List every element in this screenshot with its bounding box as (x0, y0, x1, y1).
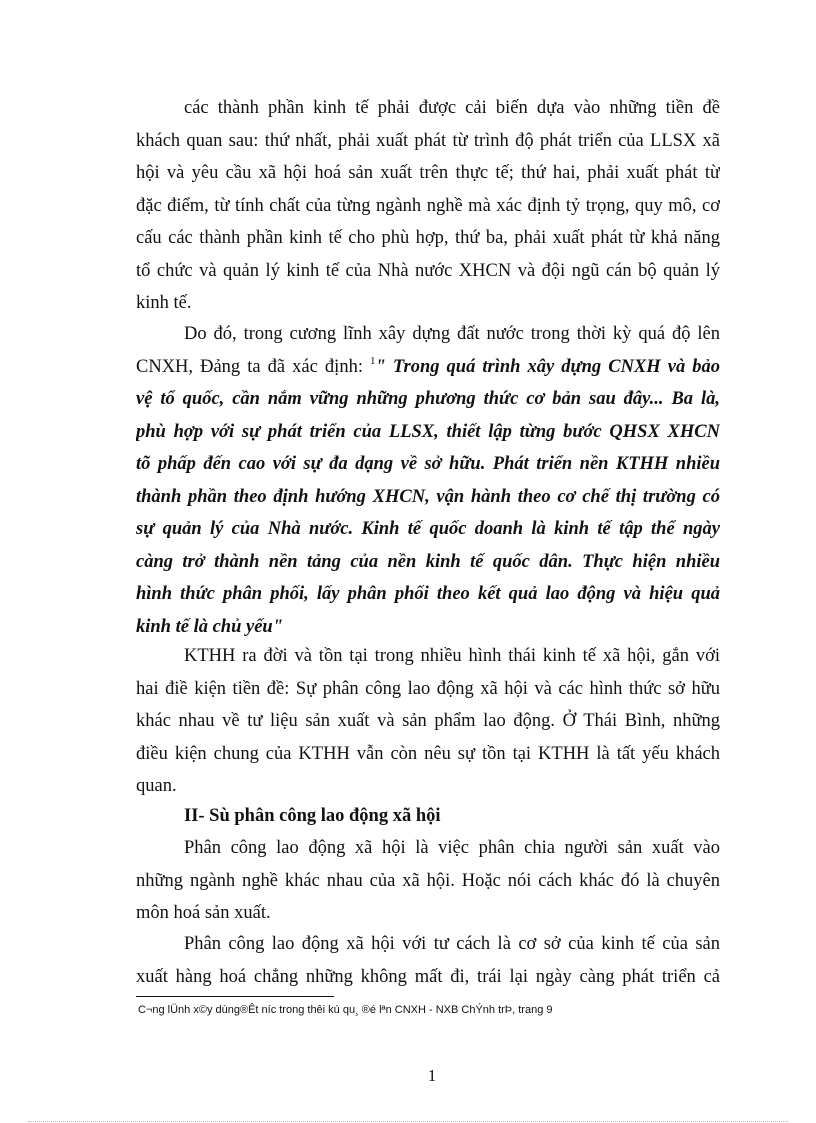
quote-line: vệ tổ quốc, cần nắm vững những phương thức cơ bản sau đây... Ba là, (136, 389, 720, 409)
quote-line: phù hợp với sự phát triển của LLSX, thiết lập từng bước QHSX XHCN (136, 421, 720, 442)
text-line: môn hoá sản xuất. (136, 903, 271, 923)
text-line: Do đó, trong cương lĩnh xây dựng đất nước trong thời kỳ quá độ lên (184, 324, 720, 344)
paragraph-2 (136, 318, 720, 643)
text-line: các thành phần kinh tế phải được cải biến dựa vào những tiền đề (184, 98, 720, 118)
text-line: quan. (136, 776, 177, 796)
text-line: điều kiện chung của KTHH vẫn còn nêu sự tồn tại KTHH là tất yếu khách (136, 743, 720, 764)
text-line-with-quote (136, 351, 720, 384)
text-line: khách quan sau: thứ nhất, phải xuất phát từ trình độ phát triển của LLSX xã (136, 130, 720, 151)
text-line: xuất hàng hoá chẳng những không mất đi, trái lại ngày càng phát triển cả (136, 966, 720, 987)
section-heading-block (136, 800, 720, 833)
footnote-reference: 1 (370, 354, 376, 367)
page-edge-divider (28, 1121, 788, 1122)
quote-line: thành phần theo định hướng XHCN, vận hành theo cơ chế thị trường có (136, 486, 720, 507)
text-line: Phân công lao động xã hội là việc phân chia người sản xuất vào (184, 838, 720, 858)
paragraph-5 (136, 928, 720, 993)
text-fragment: CNXH, Đảng ta đã xác định: (136, 356, 363, 377)
paragraph-4 (136, 832, 720, 930)
quote-fragment: " Trong quá trình xây dựng CNXH và bảo (375, 356, 720, 377)
paragraph-1 (136, 92, 720, 320)
footnote-separator (136, 996, 334, 997)
quote-line: sự quản lý của Nhà nước. Kinh tế quốc doanh là kinh tế tập thể ngày (136, 519, 720, 539)
section-heading: II- Sù phân công lao động xã hội (184, 806, 441, 826)
text-line: kinh tế. (136, 293, 192, 313)
text-line: hai điề kiện tiền đề: Sự phân công lao động xã hội và các hình thức sở hữu (136, 678, 720, 699)
text-line: Phân công lao động xã hội với tư cách là cơ sở của kinh tế của sản (184, 934, 720, 954)
text-line: cấu các thành phần kinh tế cho phù hợp, thứ ba, phải xuất phát từ khả năng (136, 228, 720, 248)
text-line: những ngành nghề khác nhau của xã hội. Hoặc nói cách khác đó là chuyên (136, 870, 720, 891)
page-number: 1 (427, 1066, 437, 1085)
quote-line: kinh tế là chủ yếu" (136, 616, 283, 637)
text-line: đặc điểm, từ tính chất của từng ngành nghề mà xác định tỷ trọng, quy mô, cơ (136, 195, 720, 216)
quote-line: càng trở thành nền tảng của nền kinh tế quốc dân. Thực hiện nhiều (136, 551, 720, 572)
text-line: tổ chức và quản lý kinh tế của Nhà nước XHCN và đội ngũ cán bộ quản lý (136, 260, 720, 281)
text-line: hội và yêu cầu xã hội hoá sản xuất trên thực tế; thứ hai, phải xuất phát từ (136, 163, 720, 183)
footnote: C¬ng lÜnh x©y dùng®Êt níc trong thêi kú qu¸ ®é lªn CNXH - NXB ChÝnh trÞ, trang 9 (138, 1004, 553, 1016)
text-line: KTHH ra đời và tồn tại trong nhiều hình thái kinh tế xã hội, gắn với (184, 646, 720, 666)
quote-line: tõ phấp đến cao với sự đa dạng về sở hữu. Phát triển nền KTHH nhiều (136, 454, 720, 474)
quote-line: hình thức phân phối, lấy phân phối theo kết quả lao động và hiệu quả (136, 584, 720, 604)
paragraph-3 (136, 640, 720, 803)
text-line: khác nhau về tư liệu sản xuất và sản phẩm lao động. Ở Thái Bình, những (136, 711, 720, 731)
